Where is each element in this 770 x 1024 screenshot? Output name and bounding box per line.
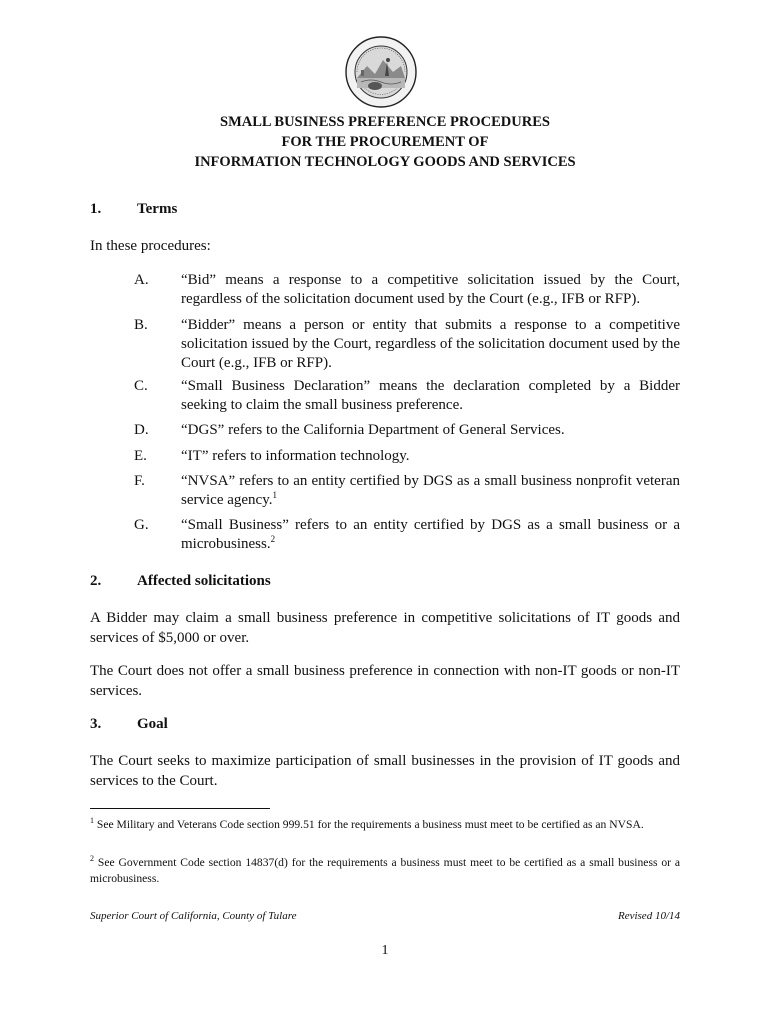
page-footer — [90, 910, 680, 922]
footnote-mark: 2 — [90, 854, 94, 863]
footer-court-name: Superior Court of California, County of Tulare — [90, 910, 297, 922]
footer-revision: Revised 10/14 — [617, 910, 680, 922]
definition-item — [134, 316, 680, 373]
footnote-ref: 1 — [272, 490, 277, 500]
section-title: Affected solicitations — [137, 573, 271, 589]
document-title — [90, 112, 680, 172]
item-letter: G. — [134, 517, 149, 533]
footnote-ref: 2 — [270, 534, 276, 544]
item-text-body: “NVSA” refers to an entity certified by DGS as a small business nonprofit veteran service agency. — [181, 473, 680, 508]
section-title: Goal — [137, 716, 168, 732]
definition-item — [134, 447, 680, 466]
definition-item — [134, 421, 680, 440]
section-number: 3. — [90, 716, 102, 732]
section-title: Terms — [137, 201, 178, 217]
footnote-text: See Government Code section 14837(d) for the requirements a business must meet to be certified as a small business or a microbusiness. — [90, 856, 681, 885]
item-text — [181, 516, 680, 554]
footnote-divider — [90, 808, 270, 809]
item-text: “Bid” means a response to a competitive solicitation issued by the Court, regardless of the solicitation document used by the Court (e.g., IFB or RFP). — [181, 272, 680, 307]
item-text: “Bidder” means a person or entity that submits a response to a competitive solicitation issued by the Court, regardless of the solicitation document used by the Court (e.g., IFB or RFP). — [181, 317, 680, 371]
section-heading-goal — [90, 716, 168, 733]
definition-item — [134, 271, 680, 309]
title-line-3: INFORMATION TECHNOLOGY GOODS AND SERVICES — [194, 154, 576, 170]
item-text: “Small Business Declaration” means the declaration completed by a Bidder seeking to claim the small business preference. — [181, 378, 680, 413]
section-paragraph: The Court does not offer a small business preference in connection with non-IT goods or non-IT services. — [90, 663, 680, 699]
item-letter: D. — [134, 422, 149, 438]
item-letter: F. — [134, 473, 145, 489]
item-text — [181, 472, 680, 510]
page-number: 1 — [381, 943, 389, 958]
footnote-text: See Military and Veterans Code section 999.51 for the requirements a business must meet to be certified as an NVSA. — [96, 818, 644, 831]
item-text: “DGS” refers to the California Department of General Services. — [181, 422, 565, 438]
item-letter: E. — [134, 448, 147, 464]
section-intro: In these procedures: — [90, 238, 211, 254]
section-paragraph: A Bidder may claim a small business preference in competitive solicitations of IT goods and services of $5,000 or over. — [90, 610, 680, 646]
footnote-1 — [90, 817, 680, 833]
footnote-2 — [90, 855, 680, 887]
section-heading-affected-solicitations — [90, 573, 271, 590]
item-text: “IT” refers to information technology. — [181, 448, 410, 464]
definition-item — [134, 377, 680, 415]
item-letter: C. — [134, 378, 148, 394]
section-number: 1. — [90, 201, 102, 217]
title-line-2: FOR THE PROCUREMENT OF — [281, 134, 489, 150]
section-paragraph: The Court seeks to maximize participation of small businesses in the provision of IT goods and services to the Court. — [90, 753, 680, 789]
section-number: 2. — [90, 573, 102, 589]
definition-item — [134, 472, 680, 510]
footnote-mark: 1 — [90, 816, 94, 825]
item-text-body: “Small Business” refers to an entity certified by DGS as a small business or a microbusiness. — [181, 517, 680, 552]
item-letter: A. — [134, 272, 149, 288]
title-line-1: SMALL BUSINESS PREFERENCE PROCEDURES — [220, 114, 550, 130]
definition-item — [134, 516, 680, 554]
state-seal-icon — [345, 36, 417, 108]
item-letter: B. — [134, 317, 148, 333]
section-heading-terms — [90, 201, 177, 218]
